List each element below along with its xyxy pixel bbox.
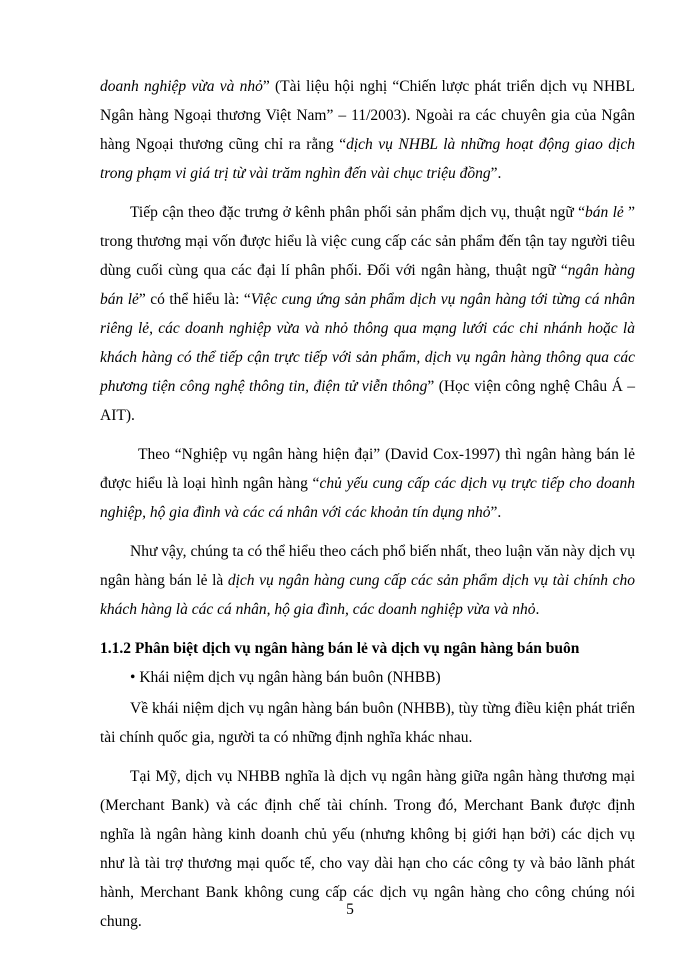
text: ” trong thương mại vốn được hiểu là việc cung cấp các sản phẩm đến tận tay người tiêu dùng cuối cùng qua các đại lí phân phối. Đối với ngân hàng, thuật ngữ “: [100, 204, 635, 279]
bullet-text: Khái niệm dịch vụ ngân hàng bán buôn (NHBB): [135, 669, 441, 686]
bullet-item: [130, 663, 635, 692]
text: ” (Tài liệu hội nghị “Chiến lược phát triển dịch vụ NHBL Ngân hàng Ngoại thương Việt Nam” – 11/2003). Ngoài ra các chuyên gia của Ngân hàng Ngoại thương cũng chỉ ra rằng “: [100, 78, 635, 153]
italic-term: bán lẻ: [584, 204, 624, 221]
page-number: 5: [346, 901, 354, 918]
italic-quote: Việc cung ứng sản phẩm dịch vụ ngân hàng tới từng cá nhân riêng lẻ, các doanh nghiệp vừa và nhỏ thông qua mạng lưới các chi nhánh hoặc là khách hàng có thể tiếp cận trực tiếp với sản phẩm, dịch vụ ngân hàng thông qua các phương tiện công nghệ thông tin, điện tử viễn thông: [100, 291, 635, 395]
bullet-icon: •: [130, 669, 136, 686]
italic-term: ngân hàng bán lẻ: [100, 262, 636, 308]
paragraph-1: [100, 72, 635, 188]
italic-definition: dịch vụ ngân hàng cung cấp các sản phẩm dịch vụ tài chính cho khách hàng là các cá nhân, hộ gia đình, các doanh nghiệp vừa và nhỏ: [100, 572, 635, 618]
document-body: [100, 72, 635, 946]
paragraph-4: [100, 537, 635, 624]
text: Theo “Nghiệp vụ ngân hàng hiện đại” (David Cox-1997) thì ngân hàng bán lẻ được hiểu là loại hình ngân hàng “: [100, 446, 635, 492]
paragraph-2: [100, 198, 635, 430]
text: ” có thể hiểu là: “: [138, 291, 251, 308]
text: ” (Học viện công nghệ Châu Á – AIT).: [100, 378, 635, 424]
text: ”.: [490, 504, 502, 521]
text: ”.: [490, 165, 502, 182]
text: Như vậy, chúng ta có thể hiểu theo cách phổ biến nhất, theo luận văn này dịch vụ ngân hàng bán lẻ là: [100, 543, 635, 589]
italic-quote: chủ yếu cung cấp các dịch vụ trực tiếp cho doanh nghiệp, hộ gia đình và các cá nhân với các khoản tín dụng nhỏ: [100, 475, 635, 521]
paragraph-5: Về khái niệm dịch vụ ngân hàng bán buôn (NHBB), tùy từng điều kiện phát triển tài chính quốc gia, người ta có những định nghĩa khác nhau.: [100, 700, 635, 746]
italic-quote: dịch vụ NHBL là những hoạt động giao dịch trong phạm vi giá trị từ vài trăm nghìn đến vài chục triệu đồng: [100, 136, 635, 182]
text: Tiếp cận theo đặc trưng ở kênh phân phối sản phẩm dịch vụ, thuật ngữ “: [130, 204, 585, 221]
italic-text: doanh nghiệp vừa và nhỏ: [100, 78, 263, 95]
paragraph-6: Tại Mỹ, dịch vụ NHBB nghĩa là dịch vụ ngân hàng giữa ngân hàng thương mại (Merchant Bank) và các định chế tài chính. Trong đó, Merchant Bank được định nghĩa là ngân hàng kinh doanh chủ yếu (nhưng không bị giới hạn bởi) các dịch vụ như là tài trợ thương mại quốc tế, cho vay dài hạn cho các công ty và bảo lãnh phát hành, Merchant Bank không cung cấp các dịch vụ ngân hàng cho công chúng nói chung.: [100, 768, 635, 930]
paragraph-3: [100, 440, 635, 527]
section-heading: 1.1.2 Phân biệt dịch vụ ngân hàng bán lẻ và dịch vụ ngân hàng bán buôn: [100, 640, 580, 657]
text: .: [535, 601, 540, 618]
